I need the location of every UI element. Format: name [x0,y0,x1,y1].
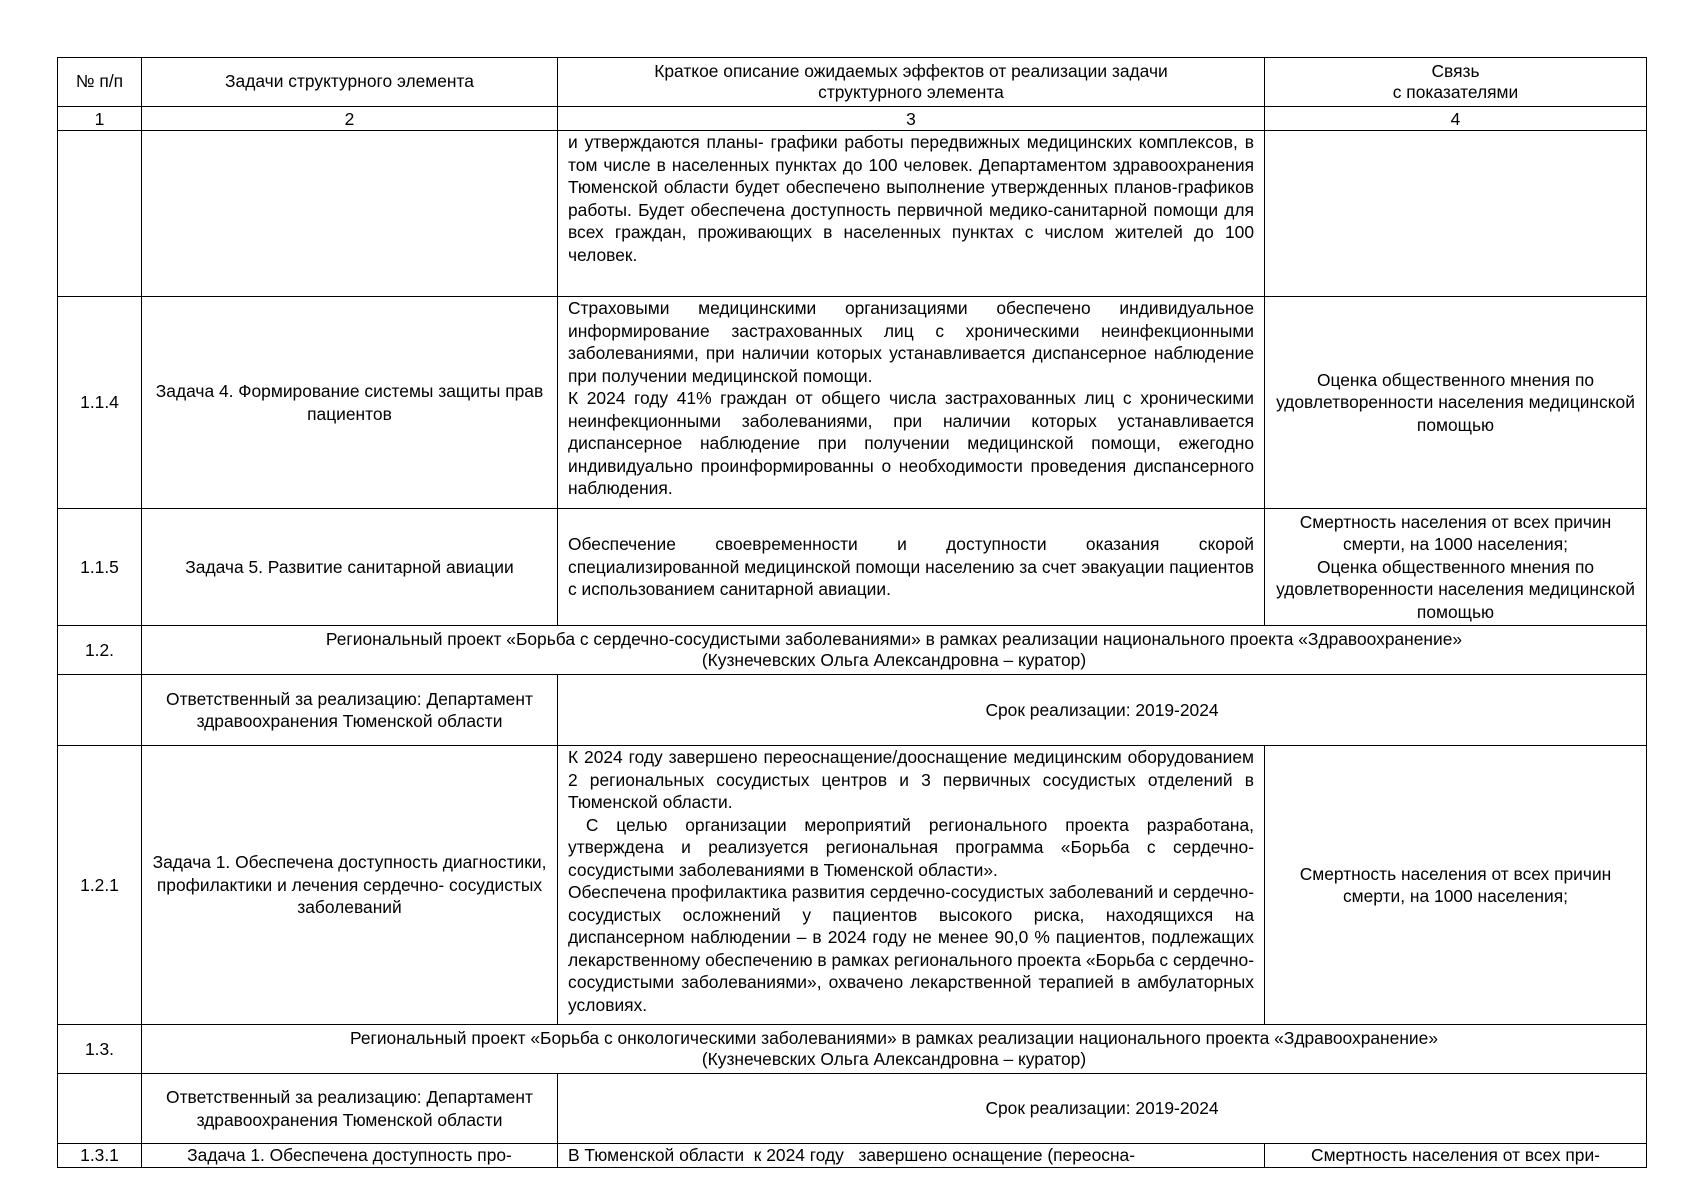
project-number: 1.3. [58,1025,142,1074]
row-description: В Тюменской области к 2024 году завершено оснащение (переосна- [558,1144,1265,1168]
project-row-1-2 [58,626,1647,675]
row-indicators: Смертность населения от всех при- [1265,1144,1647,1168]
column-number-3: 3 [558,107,1265,131]
indicator-mortality: Смертность населения от всех причин смерти, на 1000 населения; [1299,511,1612,555]
row-description-cell [558,131,1265,297]
row-number: 1.1.4 [58,297,142,509]
header-description-line1: Краткое описание ожидаемых эффектов от реализации задачи [654,60,1168,81]
row-indicators: Оценка общественного мнения по удовлетворенности населения медицинской помощью [1265,297,1647,509]
row-description [558,297,1265,509]
table-row-1-3-1 [58,1144,1647,1168]
project-title [142,1025,1647,1074]
column-number-2: 2 [142,107,558,131]
project-responsible-row [58,1074,1647,1144]
header-description-line2: структурного элемента [818,82,1004,102]
row-number-cell [58,131,142,297]
row-task: Задача 1. Обеспечена доступность диагностики, профилактики и лечения сердечно- сосудистых заболеваний [142,746,558,1025]
project-term: Срок реализации: 2019-2024 [558,675,1647,746]
description-paragraph: К 2024 году завершено переоснащение/дооснащение медицинским оборудованием 2 региональных сосудистых центров и 3 первичных сосудистых отделений в Тюменской области. [568,747,1254,812]
row-number-cell [58,675,142,746]
indicator-public-opinion: Оценка общественного мнения по удовлетворенности населения медицинской помощью [1276,556,1635,622]
project-row-1-3 [58,1025,1647,1074]
row-indicators [1265,509,1647,626]
row-description [558,746,1265,1025]
project-responsible: Ответственный за реализацию: Департамент здравоохранения Тюменской области [142,1074,558,1144]
program-table [57,57,1647,1168]
row-task-cell [142,131,558,297]
description-paragraph: К 2024 году 41% граждан от общего числа застрахованных лиц с хроническими неинфекционными заболеваниями, при наличии которых устанавливается диспансерное наблюдение при получении медицинской помощи, ежегодно индивидуально проинформированны о необходимости проведения диспансерного наблюдения. [568,388,1254,498]
table-row-continuation [58,131,1647,297]
description-paragraph: Обеспечена профилактика развития сердечно-сосудистых заболеваний и сердечно-сосудистых осложнений у пациентов высокого риска, находящихся на диспансерном наблюдении – в 2024 году не менее 90,0 % пациентов, подлежащих лекарственному обеспечению в рамках регионального проекта «Борьба с сердечно-сосудистыми заболеваниями», охвачено лекарственной терапией в амбулаторных условиях. [568,882,1254,1015]
column-number-4: 4 [1265,107,1647,131]
header-indicators [1265,58,1647,107]
row-number: 1.2.1 [58,746,142,1025]
table-row-1-2-1 [58,746,1647,1025]
header-indicators-line2: с показателями [1392,82,1519,102]
row-task: Задача 5. Развитие санитарной авиации [142,509,558,626]
row-number-cell [58,1074,142,1144]
column-number-1: 1 [58,107,142,131]
project-number: 1.2. [58,626,142,675]
continuation-description: и утверждаются планы- графики работы передвижных медицинских комплексов, в том числе в населенных пунктах до 100 человек. Департаментом здравоохранения Тюменской области будет обеспечено выполнение утвержденных планов-графиков работы. Будет обеспечена доступность первичной медико-санитарной помощи для всех граждан, проживающих в населенных пунктах с числом жителей до 100 человек. [568,132,1254,265]
header-tasks: Задачи структурного элемента [142,58,558,107]
row-indicators-cell [1265,131,1647,297]
row-task: Задача 1. Обеспечена доступность про- [142,1144,558,1168]
project-title-line2: (Кузнечевских Ольга Александровна – куратор) [701,1049,1087,1069]
row-task: Задача 4. Формирование системы защиты прав пациентов [142,297,558,509]
description-paragraph: Страховыми медицинскими организациями обеспечено индивидуальное информирование застрахованных лиц с хроническими неинфекционными заболеваниями, при наличии которых устанавливается диспансерное наблюдение при получении медицинской помощи. [568,298,1254,386]
table-row-1-1-4 [58,297,1647,509]
project-title-line1: Региональный проект «Борьба с сердечно-сосудистыми заболеваниями» в рамках реализации национального проекта «Здравоохранение» [325,629,1463,649]
project-term: Срок реализации: 2019-2024 [558,1074,1647,1144]
table-header-row [58,58,1647,107]
project-responsible: Ответственный за реализацию: Департамент здравоохранения Тюменской области [142,675,558,746]
column-numbers-row [58,107,1647,131]
table-row-1-1-5 [58,509,1647,626]
project-title [142,626,1647,675]
header-indicators-line1: Связь [1431,60,1480,81]
row-number: 1.1.5 [58,509,142,626]
project-responsible-row [58,675,1647,746]
project-title-line1: Региональный проект «Борьба с онкологическими заболеваниями» в рамках реализации национального проекта «Здравоохранение» [349,1028,1438,1048]
row-description: Обеспечение своевременности и доступности оказания скорой специализированной медицинской помощи населению за счет эвакуации пациентов с использованием санитарной авиации. [558,509,1265,626]
row-indicators: Смертность населения от всех причин смерти, на 1000 населения; [1265,746,1647,1025]
header-description [558,58,1265,107]
project-title-line2: (Кузнечевских Ольга Александровна – куратор) [701,650,1087,670]
row-number: 1.3.1 [58,1144,142,1168]
description-paragraph: С целью организации мероприятий регионального проекта разработана, утверждена и реализуется региональная программа «Борьба с сердечно-сосудистыми заболеваниями в Тюменской области». [568,814,1259,880]
header-number: № п/п [58,58,142,107]
